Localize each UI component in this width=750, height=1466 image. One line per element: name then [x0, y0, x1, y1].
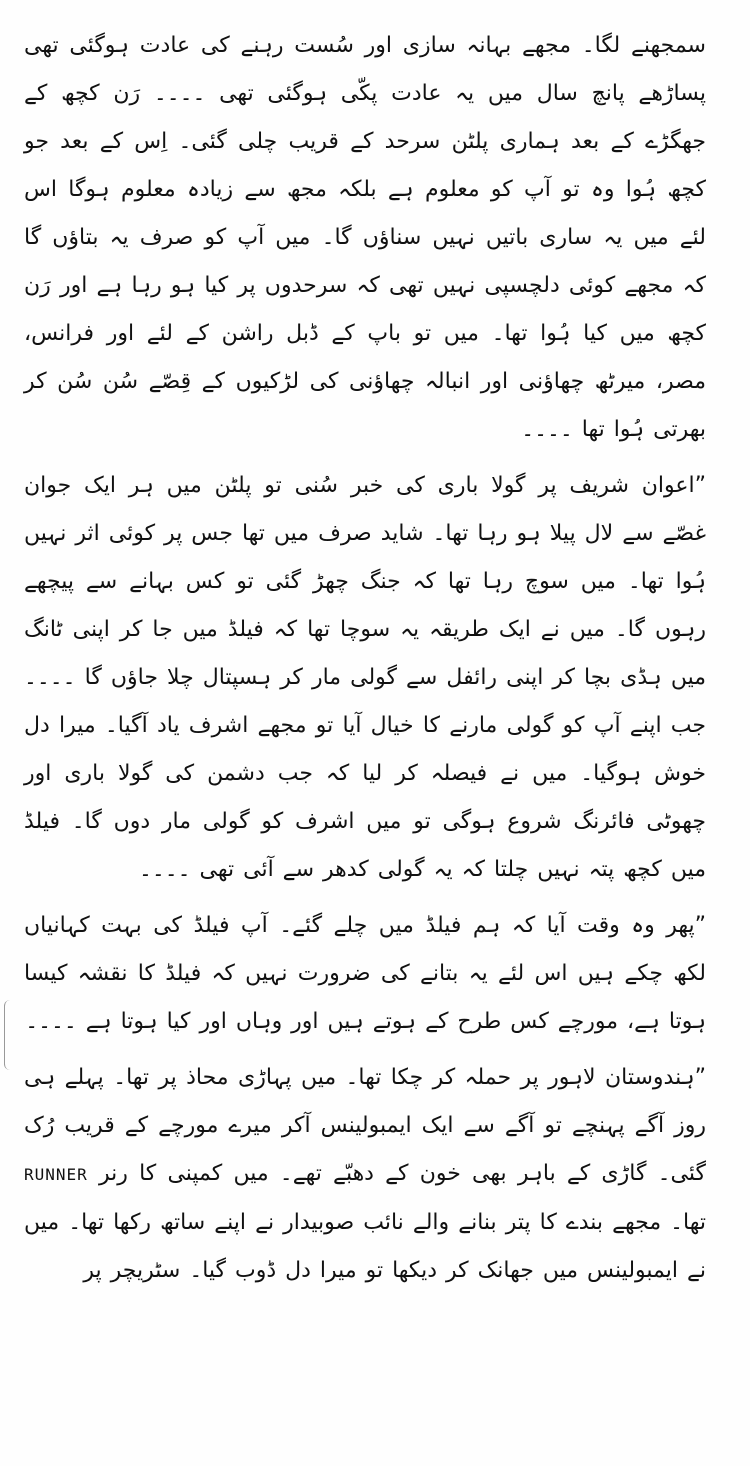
- paragraph-childhood-habits: سمجھنے لگا۔ مجھے بہانہ سازی اور سُست رہنے کی عادت ہوگئی تھی پساڑھے پانچ سال میں یہ عادت پکّی ہوگئی تھی ۔۔۔۔ رَن کچھ کے جھگڑے کے بعد ہماری پلٹن سرحد کے قریب چلی گئی۔ اِس کے بعد جو کچھ ہُوا وہ تو آپ کو معلوم ہے بلکہ مجھ سے زیادہ معلوم ہوگا اس لئے میں یہ ساری باتیں نہیں سناؤں گا۔ میں آپ کو صرف یہ بتاؤں گا کہ مجھے کوئی دلچسپی نہیں تھی کہ سرحدوں پر کیا ہو رہا ہے اور رَن کچھ میں کیا ہُوا تھا۔ میں تو باپ کے ڈبل راشن کے لئے اور فرانس، مصر، میرٹھ چھاؤنی اور انبالہ چھاؤنی کی لڑکیوں کے قِصّے سُن سُن کر بھرتی ہُوا تھا ۔۔۔۔: [24, 33, 706, 442]
- paragraph-shelling-news: ”اعوان شریف پر گولا باری کی خبر سُنی تو پلٹن میں ہر ایک جوان غصّے سے لال پیلا ہو رہا تھا۔ شاید صرف میں تھا جس پر کوئی اثر نہیں ہُوا تھا۔ میں سوچ رہا تھا کہ جنگ چھڑ گئی تو کس بہانے سے پیچھے رہوں گا۔ میں نے ایک طریقہ یہ سوچا تھا کہ فیلڈ میں جا کر اپنی ٹانگ میں ہڈی بچا کر اپنی رائفل سے گولی مار کر ہسپتال چلا جاؤں گا ۔۔۔۔ جب اپنے آپ کو گولی مارنے کا خیال آیا تو مجھے اشرف یاد آگیا۔ میرا دل خوش ہوگیا۔ میں نے فیصلہ کر لیا کہ جب دشمن کی گولا باری اور چھوٹی فائرنگ شروع ہوگی تو میں اشرف کو گولی مار دوں گا۔ فیلڈ میں کچھ پتہ نہیں چلتا کہ یہ گولی کدھر سے آئی تھی ۔۔۔۔: [24, 473, 706, 882]
- latin-word-runner: RUNNER: [24, 1165, 88, 1184]
- paragraph-field-arrival: ”پھر وہ وقت آیا کہ ہم فیلڈ میں چلے گئے۔ آپ فیلڈ کی بہت کہانیاں لکھ چکے ہیں اس لئے یہ بتانے کی ضرورت نہیں کہ فیلڈ کا نقشہ کیسا ہوتا ہے، مورچے کس طرح کے ہوتے ہیں اور وہاں اور کیا ہوتا ہے ۔۔۔۔: [24, 913, 706, 1034]
- paragraph-lahore-attack: [24, 1054, 706, 1295]
- paragraph-lahore-attack-text-start: ”ہندوستان لاہور پر حملہ کر چکا تھا۔ میں پہاڑی محاذ پر تھا۔ پہلے ہی روز آگے پہنچے تو آگے سے ایک ایمبولینس آکر میرے مورچے کے قریب رُک گئی۔ گاڑی کے باہر بھی خون کے دھبّے تھے۔ میں کمپنی کا رنر: [24, 1065, 706, 1186]
- paragraph-lahore-attack-text-end: تھا۔ مجھے بندے کا پتر بنانے والے نائب صوبیدار نے اپنے ساتھ رکھا تھا۔ میں نے ایمبولینس میں جھانک کر دیکھا تو میرا دل ڈوب گیا۔ سٹریچر پر: [24, 1210, 706, 1283]
- scan-edge-mark: [4, 1000, 11, 1070]
